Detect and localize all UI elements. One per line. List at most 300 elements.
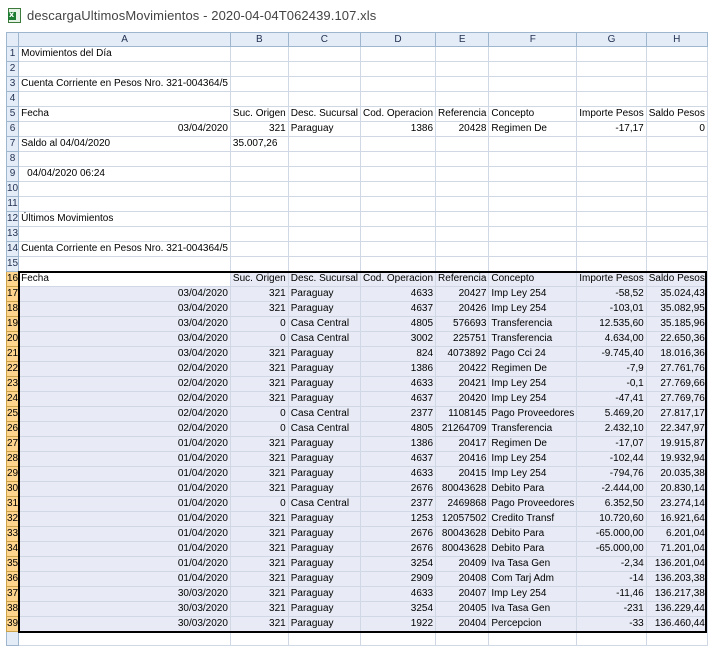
cell[interactable] [288,77,360,92]
cell[interactable] [230,92,288,107]
cell[interactable] [646,257,707,272]
cell[interactable] [436,257,489,272]
cell[interactable]: Paraguay [288,302,360,317]
cell[interactable] [489,137,577,152]
cell[interactable] [230,257,288,272]
cell[interactable] [19,197,231,212]
row-header[interactable]: 7 [7,137,19,152]
row-header[interactable]: 14 [7,242,19,257]
cell[interactable]: Casa Central [288,422,360,437]
cell[interactable]: 321 [230,527,288,542]
row-header[interactable]: 24 [7,392,19,407]
cell[interactable] [577,257,646,272]
cell[interactable]: 20405 [436,602,489,617]
row-header[interactable]: 1 [7,47,19,62]
cell[interactable] [577,182,646,197]
cell[interactable]: 30/03/2020 [19,587,231,602]
cell[interactable] [646,197,707,212]
cell[interactable] [577,92,646,107]
cell[interactable] [646,167,707,182]
cell[interactable]: Paraguay [288,437,360,452]
cell[interactable]: 4.634,00 [577,332,646,347]
cell[interactable] [646,632,707,646]
row-header[interactable]: 5 [7,107,19,122]
cell[interactable]: Pago Proveedores [489,497,577,512]
cell[interactable]: -2,34 [577,557,646,572]
cell[interactable]: 20428 [436,122,489,137]
cell[interactable]: Imp Ley 254 [489,302,577,317]
cell[interactable]: 1386 [360,437,435,452]
cell[interactable] [360,77,435,92]
cell[interactable]: 321 [230,512,288,527]
cell[interactable]: 321 [230,467,288,482]
row-header[interactable]: 11 [7,197,19,212]
cell[interactable] [360,62,435,77]
header-cell[interactable]: Importe Pesos [577,272,646,287]
cell[interactable] [230,182,288,197]
cell[interactable]: 02/04/2020 [19,407,231,422]
cell[interactable]: Credito Transf [489,512,577,527]
cell[interactable]: 6.352,50 [577,497,646,512]
row-header[interactable]: 27 [7,437,19,452]
cell[interactable]: 03/04/2020 [19,122,231,137]
cell[interactable] [288,632,360,646]
cell[interactable]: 20408 [436,572,489,587]
cell[interactable]: Regimen De [489,362,577,377]
cell[interactable]: 321 [230,392,288,407]
cell[interactable]: Paraguay [288,512,360,527]
cell[interactable] [436,182,489,197]
cell[interactable]: 0 [230,407,288,422]
cell[interactable] [19,92,231,107]
cell[interactable] [230,77,288,92]
cell[interactable] [436,62,489,77]
cell[interactable]: Paraguay [288,572,360,587]
cell[interactable]: 02/04/2020 [19,422,231,437]
cell[interactable] [489,632,577,646]
cell[interactable]: 136.460,44 [646,617,707,632]
cell[interactable]: Transferencia [489,332,577,347]
row-header[interactable]: 22 [7,362,19,377]
cell[interactable] [19,182,231,197]
cell[interactable]: Fecha [19,107,231,122]
cell[interactable]: 12.535,60 [577,317,646,332]
row-header[interactable]: 29 [7,467,19,482]
column-header-b[interactable]: B [230,33,288,47]
cell[interactable]: Iva Tasa Gen [489,602,577,617]
cell[interactable]: 321 [230,347,288,362]
cell[interactable]: 27.769,76 [646,392,707,407]
cell[interactable]: -14 [577,572,646,587]
cell[interactable] [489,62,577,77]
cell[interactable]: 3254 [360,557,435,572]
cell[interactable] [19,77,231,92]
row-header[interactable]: 2 [7,62,19,77]
cell[interactable]: Referencia [436,107,489,122]
cell[interactable] [19,242,231,257]
cell[interactable] [288,152,360,167]
cell[interactable]: Transferencia [489,317,577,332]
cell[interactable]: 321 [230,542,288,557]
cell[interactable] [646,152,707,167]
cell[interactable]: -103,01 [577,302,646,317]
cell[interactable] [489,152,577,167]
row-header[interactable]: 13 [7,227,19,242]
cell[interactable] [19,167,231,182]
cell[interactable]: 321 [230,557,288,572]
cell[interactable]: 321 [230,572,288,587]
row-header[interactable]: 15 [7,257,19,272]
cell[interactable]: 20404 [436,617,489,632]
row-header[interactable]: 17 [7,287,19,302]
cell[interactable]: 136.203,38 [646,572,707,587]
cell[interactable]: Iva Tasa Gen [489,557,577,572]
cell[interactable]: 321 [230,302,288,317]
cell[interactable] [489,227,577,242]
cell[interactable] [230,152,288,167]
cell[interactable]: Paraguay [288,482,360,497]
cell[interactable] [288,257,360,272]
cell[interactable]: Paraguay [288,617,360,632]
cell[interactable]: 4805 [360,422,435,437]
cell[interactable]: 03/04/2020 [19,332,231,347]
cell[interactable] [230,47,288,62]
row-header[interactable]: 31 [7,497,19,512]
row-header[interactable]: 23 [7,377,19,392]
cell[interactable]: Imp Ley 254 [489,377,577,392]
cell[interactable]: 20422 [436,362,489,377]
cell[interactable] [436,212,489,227]
column-header-c[interactable]: C [288,33,360,47]
cell[interactable] [489,92,577,107]
cell[interactable]: Paraguay [288,377,360,392]
cell[interactable]: Paraguay [288,587,360,602]
row-header[interactable]: 39 [7,617,19,632]
cell[interactable] [436,152,489,167]
cell[interactable]: 4805 [360,317,435,332]
cell[interactable]: -47,41 [577,392,646,407]
cell[interactable]: 27.769,66 [646,377,707,392]
cell[interactable]: -11,46 [577,587,646,602]
cell[interactable]: 225751 [436,332,489,347]
row-header[interactable]: 30 [7,482,19,497]
cell[interactable] [489,197,577,212]
cell[interactable]: Regimen De [489,437,577,452]
cell[interactable] [489,242,577,257]
cell[interactable]: Casa Central [288,332,360,347]
column-header-a[interactable]: A [19,33,231,47]
header-cell[interactable]: Fecha [19,272,231,287]
cell[interactable]: 4073892 [436,347,489,362]
cell[interactable] [577,227,646,242]
cell[interactable] [360,47,435,62]
cell[interactable]: 20416 [436,452,489,467]
column-header-h[interactable]: H [646,33,707,47]
cell[interactable] [288,182,360,197]
cell[interactable]: 27.817,17 [646,407,707,422]
cell[interactable]: Paraguay [288,602,360,617]
cell[interactable]: 321 [230,482,288,497]
cell[interactable]: 0 [230,332,288,347]
header-cell[interactable]: Concepto [489,272,577,287]
cell[interactable]: 71.201,04 [646,542,707,557]
cell[interactable]: 01/04/2020 [19,512,231,527]
cell[interactable]: Paraguay [288,122,360,137]
cell[interactable] [360,212,435,227]
cell[interactable] [577,197,646,212]
cell[interactable] [436,242,489,257]
cell[interactable] [19,212,231,227]
row-header[interactable]: 25 [7,407,19,422]
cell[interactable]: -33 [577,617,646,632]
header-cell[interactable]: Cod. Operacion [360,272,435,287]
cell[interactable] [19,152,231,167]
cell[interactable]: 01/04/2020 [19,437,231,452]
cell[interactable]: Paraguay [288,542,360,557]
column-header-f[interactable]: F [489,33,577,47]
cell[interactable]: 01/04/2020 [19,497,231,512]
cell[interactable]: 35.024,43 [646,287,707,302]
cell[interactable]: 136.229,44 [646,602,707,617]
cell[interactable] [577,137,646,152]
cell[interactable] [288,227,360,242]
cell[interactable]: 0 [230,317,288,332]
cell[interactable]: 20.830,14 [646,482,707,497]
cell[interactable]: Paraguay [288,557,360,572]
cell[interactable]: 4637 [360,452,435,467]
cell[interactable] [646,227,707,242]
cell[interactable]: 03/04/2020 [19,302,231,317]
cell[interactable]: 01/04/2020 [19,572,231,587]
cell[interactable]: Importe Pesos [577,107,646,122]
cell[interactable] [489,77,577,92]
cell[interactable] [577,167,646,182]
cell[interactable] [577,62,646,77]
cell[interactable]: 01/04/2020 [19,467,231,482]
row-header[interactable]: 26 [7,422,19,437]
cell[interactable]: Percepcion [489,617,577,632]
cell[interactable] [646,182,707,197]
row-header[interactable]: 16 [7,272,19,287]
cell[interactable]: 1386 [360,122,435,137]
cell[interactable]: 19.932,94 [646,452,707,467]
cell[interactable]: 20417 [436,437,489,452]
cell[interactable]: 12057502 [436,512,489,527]
cell[interactable] [19,632,231,646]
cell[interactable]: 136.201,04 [646,557,707,572]
cell[interactable]: Imp Ley 254 [489,452,577,467]
cell[interactable] [288,197,360,212]
cell[interactable]: Paraguay [288,527,360,542]
cell[interactable] [436,137,489,152]
cell[interactable]: 576693 [436,317,489,332]
cell[interactable]: Paraguay [288,362,360,377]
cell[interactable]: -102,44 [577,452,646,467]
cell[interactable]: 18.016,36 [646,347,707,362]
cell[interactable]: Cod. Operacion [360,107,435,122]
cell[interactable] [577,77,646,92]
cell[interactable]: 03/04/2020 [19,347,231,362]
cell[interactable] [489,182,577,197]
cell[interactable]: 321 [230,122,288,137]
column-header-e[interactable]: E [436,33,489,47]
cell[interactable]: Debito Para [489,482,577,497]
row-header[interactable]: 8 [7,152,19,167]
cell[interactable]: 01/04/2020 [19,542,231,557]
row-header[interactable]: 36 [7,572,19,587]
cell[interactable]: 16.921,64 [646,512,707,527]
cell[interactable] [230,167,288,182]
cell[interactable]: 3254 [360,602,435,617]
cell[interactable] [646,47,707,62]
cell[interactable]: Paraguay [288,347,360,362]
cell[interactable] [288,62,360,77]
row-header[interactable]: 9 [7,167,19,182]
cell[interactable] [19,47,231,62]
cell[interactable] [646,242,707,257]
cell[interactable]: Saldo Pesos [646,107,707,122]
cell[interactable] [230,632,288,646]
cell[interactable]: Pago Proveedores [489,407,577,422]
cell[interactable]: 2676 [360,542,435,557]
column-header-d[interactable]: D [360,33,435,47]
cell[interactable]: 0 [230,497,288,512]
cell[interactable]: 80043628 [436,527,489,542]
cell[interactable]: 3002 [360,332,435,347]
cell[interactable] [436,197,489,212]
cell[interactable] [436,77,489,92]
cell[interactable]: -65.000,00 [577,527,646,542]
cell[interactable]: 80043628 [436,542,489,557]
cell[interactable]: 20420 [436,392,489,407]
row-header[interactable]: 35 [7,557,19,572]
cell[interactable]: -17,17 [577,122,646,137]
cell[interactable]: Pago Cci 24 [489,347,577,362]
cell[interactable]: 01/04/2020 [19,452,231,467]
cell[interactable]: 321 [230,587,288,602]
cell[interactable]: Paraguay [288,392,360,407]
cell[interactable]: 1922 [360,617,435,632]
cell[interactable]: 80043628 [436,482,489,497]
cell[interactable] [230,242,288,257]
cell[interactable] [489,257,577,272]
cell[interactable] [230,212,288,227]
cell[interactable] [230,227,288,242]
row-header[interactable] [7,632,19,646]
header-cell[interactable]: Suc. Origen [230,272,288,287]
cell[interactable]: Transferencia [489,422,577,437]
cell[interactable]: -0,1 [577,377,646,392]
cell[interactable]: 35.082,95 [646,302,707,317]
cell[interactable] [288,242,360,257]
cell[interactable] [489,167,577,182]
cell[interactable]: 19.915,87 [646,437,707,452]
cell[interactable]: 4633 [360,377,435,392]
header-cell[interactable]: Desc. Sucursal [288,272,360,287]
cell[interactable]: 2909 [360,572,435,587]
cell[interactable]: 2377 [360,407,435,422]
cell[interactable]: 1108145 [436,407,489,422]
cell[interactable]: 321 [230,602,288,617]
cell[interactable]: Paraguay [288,452,360,467]
cell[interactable]: 4633 [360,287,435,302]
cell[interactable] [19,62,231,77]
cell[interactable] [436,47,489,62]
row-header[interactable]: 12 [7,212,19,227]
cell[interactable]: 23.274,14 [646,497,707,512]
cell[interactable]: Paraguay [288,287,360,302]
cell[interactable]: Imp Ley 254 [489,392,577,407]
cell[interactable]: 01/04/2020 [19,527,231,542]
cell[interactable]: Imp Ley 254 [489,287,577,302]
header-cell[interactable]: Saldo Pesos [646,272,707,287]
cell[interactable]: 4637 [360,392,435,407]
cell[interactable]: 2469868 [436,497,489,512]
cell[interactable]: 20.035,38 [646,467,707,482]
row-header[interactable]: 33 [7,527,19,542]
cell[interactable] [577,47,646,62]
cell[interactable] [646,92,707,107]
cell[interactable]: 03/04/2020 [19,317,231,332]
cell[interactable]: 35.185,96 [646,317,707,332]
cell[interactable] [288,212,360,227]
cell[interactable] [577,632,646,646]
cell[interactable]: 20409 [436,557,489,572]
cell[interactable] [489,212,577,227]
row-header[interactable]: 20 [7,332,19,347]
cell[interactable]: 20427 [436,287,489,302]
cell[interactable] [646,77,707,92]
cell[interactable] [646,137,707,152]
cell[interactable]: 4637 [360,302,435,317]
cell[interactable] [489,47,577,62]
cell[interactable] [288,92,360,107]
cell[interactable]: 321 [230,377,288,392]
cell[interactable]: 0 [646,122,707,137]
cell[interactable]: 824 [360,347,435,362]
cell[interactable] [19,257,231,272]
cell[interactable] [288,137,360,152]
cell[interactable]: 20415 [436,467,489,482]
cell[interactable]: Suc. Origen [230,107,288,122]
cell[interactable]: 20426 [436,302,489,317]
cell[interactable]: 321 [230,617,288,632]
cell[interactable]: -231 [577,602,646,617]
cell[interactable]: 1386 [360,362,435,377]
cell[interactable] [436,632,489,646]
cell[interactable]: -7,9 [577,362,646,377]
cell[interactable]: 20421 [436,377,489,392]
cell[interactable]: Regimen De [489,122,577,137]
cell[interactable] [646,62,707,77]
cell[interactable]: Casa Central [288,407,360,422]
cell[interactable] [360,632,435,646]
row-header[interactable]: 6 [7,122,19,137]
cell[interactable]: 22.347,97 [646,422,707,437]
cell[interactable]: 20407 [436,587,489,602]
cell[interactable]: 321 [230,287,288,302]
cell[interactable]: -65.000,00 [577,542,646,557]
cell[interactable] [360,257,435,272]
cell[interactable]: 02/04/2020 [19,377,231,392]
cell[interactable] [360,137,435,152]
cell[interactable] [360,152,435,167]
row-header[interactable]: 4 [7,92,19,107]
cell[interactable]: Saldo al 04/04/2020 [19,137,231,152]
header-cell[interactable]: Referencia [436,272,489,287]
row-header[interactable]: 3 [7,77,19,92]
cell[interactable]: -17,07 [577,437,646,452]
